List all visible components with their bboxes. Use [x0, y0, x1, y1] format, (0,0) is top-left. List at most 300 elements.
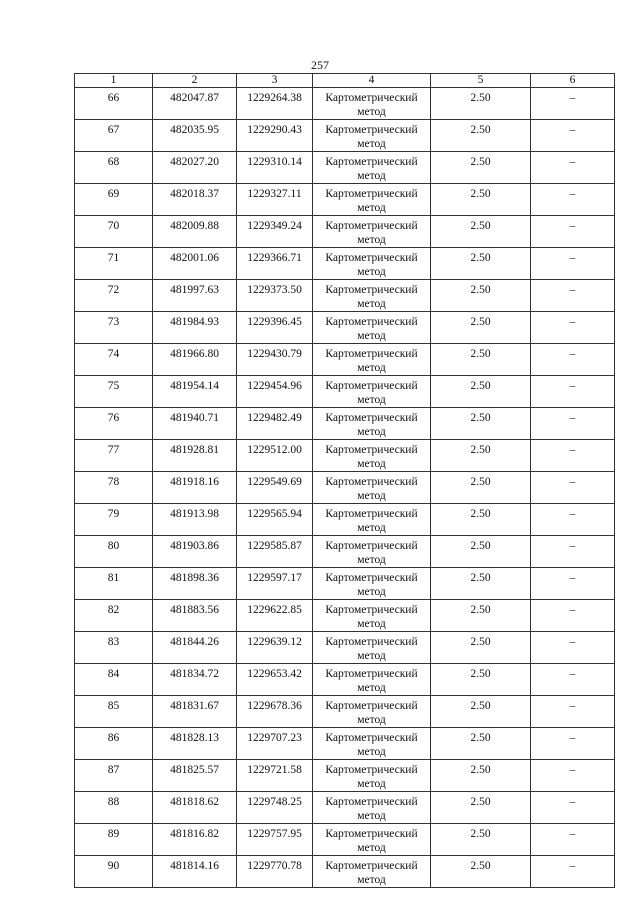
note-text: – [569, 540, 576, 552]
coord-y-text: 1229454.96 [247, 380, 302, 392]
point-number-text: 71 [107, 252, 120, 264]
cell-accuracy [431, 728, 531, 760]
coord-y-text: 1229290.43 [247, 124, 302, 136]
cell-note [531, 856, 615, 888]
coord-x-text: 482018.37 [170, 188, 219, 200]
accuracy-text: 2.50 [470, 188, 491, 200]
point-number-text: 75 [107, 380, 120, 392]
cell-point-number [75, 472, 153, 504]
cell-note [531, 568, 615, 600]
cell-method [313, 376, 431, 408]
cell-coord-y [237, 696, 313, 728]
table-row [75, 408, 615, 440]
table-row [75, 312, 615, 344]
coord-y-text: 1229653.42 [247, 668, 302, 680]
method-text: Картометрический метод [325, 92, 418, 118]
cell-method [313, 152, 431, 184]
method-text: Картометрический метод [325, 700, 418, 726]
method-text: Картометрический метод [325, 348, 418, 374]
cell-point-number [75, 152, 153, 184]
point-number-text: 90 [107, 860, 120, 872]
point-number-text: 66 [107, 92, 120, 104]
cell-coord-x [153, 280, 237, 312]
cell-coord-x [153, 760, 237, 792]
method-text: Картометрический метод [325, 380, 418, 406]
coord-x-text: 481825.57 [170, 764, 219, 776]
cell-point-number [75, 792, 153, 824]
note-text: – [569, 124, 576, 136]
cell-note [531, 280, 615, 312]
point-number-text: 89 [107, 828, 120, 840]
point-number-text: 83 [107, 636, 120, 648]
coord-y-text: 1229707.23 [247, 732, 302, 744]
cell-coord-x [153, 120, 237, 152]
cell-point-number [75, 248, 153, 280]
cell-accuracy [431, 504, 531, 536]
cell-coord-y [237, 312, 313, 344]
cell-note [531, 88, 615, 120]
cell-accuracy [431, 792, 531, 824]
coord-x-text: 481928.81 [170, 444, 219, 456]
column-header: 5 [431, 74, 531, 88]
cell-accuracy [431, 664, 531, 696]
cell-method [313, 280, 431, 312]
accuracy-text: 2.50 [470, 540, 491, 552]
cell-accuracy [431, 280, 531, 312]
method-text: Картометрический метод [325, 284, 418, 310]
coord-x-text: 481883.56 [170, 604, 219, 616]
cell-point-number [75, 760, 153, 792]
cell-coord-x [153, 696, 237, 728]
cell-note [531, 600, 615, 632]
cell-coord-x [153, 632, 237, 664]
cell-coord-y [237, 856, 313, 888]
cell-accuracy [431, 856, 531, 888]
cell-coord-y [237, 440, 313, 472]
point-number-text: 79 [107, 508, 120, 520]
cell-note [531, 632, 615, 664]
cell-point-number [75, 856, 153, 888]
coord-x-text: 481844.26 [170, 636, 219, 648]
cell-coord-y [237, 376, 313, 408]
cell-accuracy [431, 760, 531, 792]
method-text: Картометрический метод [325, 540, 418, 566]
cell-coord-x [153, 504, 237, 536]
cell-point-number [75, 696, 153, 728]
coord-x-text: 481984.93 [170, 316, 219, 328]
cell-coord-x [153, 856, 237, 888]
coord-y-text: 1229264.38 [247, 92, 302, 104]
cell-method [313, 600, 431, 632]
point-number-text: 86 [107, 732, 120, 744]
accuracy-text: 2.50 [470, 252, 491, 264]
point-number-text: 69 [107, 188, 120, 200]
cell-coord-y [237, 248, 313, 280]
cell-accuracy [431, 632, 531, 664]
cell-point-number [75, 408, 153, 440]
cell-method [313, 248, 431, 280]
coord-x-text: 481814.16 [170, 860, 219, 872]
table-row [75, 376, 615, 408]
cell-note [531, 152, 615, 184]
coord-x-text: 481828.13 [170, 732, 219, 744]
method-text: Картометрический метод [325, 156, 418, 182]
cell-method [313, 760, 431, 792]
cell-coord-x [153, 792, 237, 824]
method-text: Картометрический метод [325, 188, 418, 214]
coord-y-text: 1229482.49 [247, 412, 302, 424]
note-text: – [569, 572, 576, 584]
coord-x-text: 482035.95 [170, 124, 219, 136]
note-text: – [569, 732, 576, 744]
note-text: – [569, 508, 576, 520]
point-number-text: 80 [107, 540, 120, 552]
point-number-text: 77 [107, 444, 120, 456]
point-number-text: 78 [107, 476, 120, 488]
cell-coord-y [237, 824, 313, 856]
note-text: – [569, 252, 576, 264]
cell-accuracy [431, 184, 531, 216]
cell-point-number [75, 280, 153, 312]
method-text: Картометрический метод [325, 732, 418, 758]
cell-coord-x [153, 472, 237, 504]
cell-accuracy [431, 344, 531, 376]
point-number-text: 68 [107, 156, 120, 168]
cell-method [313, 536, 431, 568]
table-row [75, 504, 615, 536]
note-text: – [569, 188, 576, 200]
note-text: – [569, 604, 576, 616]
cell-point-number [75, 216, 153, 248]
cell-coord-y [237, 408, 313, 440]
method-text: Картометрический метод [325, 252, 418, 278]
method-text: Картометрический метод [325, 796, 418, 822]
cell-accuracy [431, 312, 531, 344]
cell-point-number [75, 664, 153, 696]
cell-coord-y [237, 152, 313, 184]
note-text: – [569, 92, 576, 104]
coord-y-text: 1229622.85 [247, 604, 302, 616]
note-text: – [569, 220, 576, 232]
coord-y-text: 1229396.45 [247, 316, 302, 328]
table-row [75, 280, 615, 312]
coord-x-text: 481913.98 [170, 508, 219, 520]
cell-point-number [75, 120, 153, 152]
table-row [75, 792, 615, 824]
note-text: – [569, 668, 576, 680]
cell-coord-x [153, 728, 237, 760]
cell-note [531, 312, 615, 344]
table-row [75, 536, 615, 568]
table-row [75, 856, 615, 888]
note-text: – [569, 636, 576, 648]
cell-coord-y [237, 632, 313, 664]
cell-coord-x [153, 184, 237, 216]
method-text: Картометрический метод [325, 444, 418, 470]
coord-y-text: 1229757.95 [247, 828, 302, 840]
accuracy-text: 2.50 [470, 508, 491, 520]
cell-note [531, 216, 615, 248]
cell-point-number [75, 504, 153, 536]
note-text: – [569, 380, 576, 392]
point-number-text: 82 [107, 604, 120, 616]
table-row [75, 120, 615, 152]
note-text: – [569, 156, 576, 168]
note-text: – [569, 796, 576, 808]
cell-coord-y [237, 664, 313, 696]
coord-y-text: 1229349.24 [247, 220, 302, 232]
accuracy-text: 2.50 [470, 316, 491, 328]
cell-accuracy [431, 248, 531, 280]
cell-method [313, 408, 431, 440]
coord-x-text: 481898.36 [170, 572, 219, 584]
cell-accuracy [431, 696, 531, 728]
accuracy-text: 2.50 [470, 380, 491, 392]
coord-x-text: 481940.71 [170, 412, 219, 424]
accuracy-text: 2.50 [470, 444, 491, 456]
point-number-text: 76 [107, 412, 120, 424]
cell-coord-x [153, 248, 237, 280]
method-text: Картометрический метод [325, 860, 418, 886]
coord-y-text: 1229310.14 [247, 156, 302, 168]
coord-x-text: 481966.80 [170, 348, 219, 360]
cell-method [313, 504, 431, 536]
cell-method [313, 184, 431, 216]
note-text: – [569, 476, 576, 488]
coord-y-text: 1229597.17 [247, 572, 302, 584]
accuracy-text: 2.50 [470, 92, 491, 104]
table-row [75, 824, 615, 856]
cell-method [313, 664, 431, 696]
cell-method [313, 344, 431, 376]
coord-x-text: 482047.87 [170, 92, 219, 104]
method-text: Картометрический метод [325, 604, 418, 630]
accuracy-text: 2.50 [470, 796, 491, 808]
cell-method [313, 696, 431, 728]
cell-accuracy [431, 824, 531, 856]
cell-coord-y [237, 472, 313, 504]
accuracy-text: 2.50 [470, 732, 491, 744]
coordinates-table [74, 73, 615, 888]
accuracy-text: 2.50 [470, 284, 491, 296]
cell-coord-x [153, 376, 237, 408]
cell-point-number [75, 376, 153, 408]
cell-coord-y [237, 760, 313, 792]
cell-method [313, 824, 431, 856]
cell-method [313, 440, 431, 472]
coord-x-text: 481997.63 [170, 284, 219, 296]
method-text: Картометрический метод [325, 476, 418, 502]
cell-accuracy [431, 472, 531, 504]
table-row [75, 88, 615, 120]
cell-accuracy [431, 152, 531, 184]
cell-coord-y [237, 344, 313, 376]
method-text: Картометрический метод [325, 764, 418, 790]
header-row [75, 74, 615, 88]
table-row [75, 344, 615, 376]
accuracy-text: 2.50 [470, 220, 491, 232]
note-text: – [569, 444, 576, 456]
method-text: Картометрический метод [325, 220, 418, 246]
cell-point-number [75, 184, 153, 216]
cell-coord-y [237, 536, 313, 568]
coord-x-text: 482009.88 [170, 220, 219, 232]
table-row [75, 472, 615, 504]
accuracy-text: 2.50 [470, 604, 491, 616]
cell-coord-x [153, 440, 237, 472]
coord-y-text: 1229327.11 [247, 188, 302, 200]
cell-coord-x [153, 312, 237, 344]
point-number-text: 73 [107, 316, 120, 328]
note-text: – [569, 316, 576, 328]
cell-note [531, 728, 615, 760]
accuracy-text: 2.50 [470, 156, 491, 168]
cell-coord-y [237, 504, 313, 536]
coord-y-text: 1229512.00 [247, 444, 302, 456]
cell-coord-x [153, 664, 237, 696]
accuracy-text: 2.50 [470, 348, 491, 360]
point-number-text: 87 [107, 764, 120, 776]
table-row [75, 664, 615, 696]
point-number-text: 81 [107, 572, 120, 584]
coord-x-text: 482027.20 [170, 156, 219, 168]
point-number-text: 74 [107, 348, 120, 360]
cell-coord-x [153, 152, 237, 184]
cell-coord-y [237, 728, 313, 760]
accuracy-text: 2.50 [470, 412, 491, 424]
cell-point-number [75, 568, 153, 600]
cell-method [313, 632, 431, 664]
cell-note [531, 376, 615, 408]
table-row [75, 760, 615, 792]
cell-coord-x [153, 344, 237, 376]
coord-x-text: 481903.86 [170, 540, 219, 552]
cell-method [313, 88, 431, 120]
cell-accuracy [431, 88, 531, 120]
coord-y-text: 1229748.25 [247, 796, 302, 808]
column-header: 1 [75, 74, 153, 88]
cell-note [531, 664, 615, 696]
cell-method [313, 728, 431, 760]
cell-coord-x [153, 536, 237, 568]
cell-point-number [75, 824, 153, 856]
point-number-text: 72 [107, 284, 120, 296]
point-number-text: 67 [107, 124, 120, 136]
coord-y-text: 1229430.79 [247, 348, 302, 360]
cell-accuracy [431, 376, 531, 408]
cell-accuracy [431, 408, 531, 440]
accuracy-text: 2.50 [470, 476, 491, 488]
cell-note [531, 408, 615, 440]
cell-note [531, 120, 615, 152]
coord-x-text: 481818.62 [170, 796, 219, 808]
cell-note [531, 760, 615, 792]
table-body [75, 88, 615, 888]
cell-method [313, 472, 431, 504]
note-text: – [569, 860, 576, 872]
accuracy-text: 2.50 [470, 124, 491, 136]
page-number: 257 [311, 58, 329, 72]
accuracy-text: 2.50 [470, 828, 491, 840]
cell-note [531, 184, 615, 216]
cell-accuracy [431, 536, 531, 568]
accuracy-text: 2.50 [470, 668, 491, 680]
cell-note [531, 248, 615, 280]
cell-coord-y [237, 600, 313, 632]
coord-y-text: 1229565.94 [247, 508, 302, 520]
method-text: Картометрический метод [325, 572, 418, 598]
coord-x-text: 481831.67 [170, 700, 219, 712]
note-text: – [569, 348, 576, 360]
accuracy-text: 2.50 [470, 572, 491, 584]
cell-coord-x [153, 568, 237, 600]
point-number-text: 70 [107, 220, 120, 232]
table-row [75, 728, 615, 760]
cell-coord-x [153, 408, 237, 440]
note-text: – [569, 828, 576, 840]
cell-method [313, 120, 431, 152]
note-text: – [569, 764, 576, 776]
cell-coord-y [237, 120, 313, 152]
cell-coord-y [237, 88, 313, 120]
column-header: 4 [313, 74, 431, 88]
cell-coord-y [237, 216, 313, 248]
cell-point-number [75, 88, 153, 120]
coord-y-text: 1229585.87 [247, 540, 302, 552]
table-row [75, 696, 615, 728]
cell-accuracy [431, 568, 531, 600]
coord-y-text: 1229366.71 [247, 252, 302, 264]
cell-note [531, 344, 615, 376]
table-row [75, 632, 615, 664]
column-header: 3 [237, 74, 313, 88]
cell-coord-x [153, 216, 237, 248]
method-text: Картометрический метод [325, 668, 418, 694]
cell-note [531, 824, 615, 856]
cell-note [531, 696, 615, 728]
cell-accuracy [431, 440, 531, 472]
cell-note [531, 504, 615, 536]
cell-coord-x [153, 88, 237, 120]
cell-method [313, 856, 431, 888]
note-text: – [569, 412, 576, 424]
note-text: – [569, 700, 576, 712]
accuracy-text: 2.50 [470, 764, 491, 776]
coord-x-text: 481816.82 [170, 828, 219, 840]
coord-y-text: 1229770.78 [247, 860, 302, 872]
coord-x-text: 482001.06 [170, 252, 219, 264]
table-row [75, 440, 615, 472]
table-row [75, 568, 615, 600]
cell-coord-x [153, 824, 237, 856]
table-row [75, 600, 615, 632]
cell-method [313, 792, 431, 824]
point-number-text: 85 [107, 700, 120, 712]
cell-point-number [75, 632, 153, 664]
table-row [75, 216, 615, 248]
cell-point-number [75, 600, 153, 632]
cell-coord-y [237, 280, 313, 312]
cell-method [313, 312, 431, 344]
cell-point-number [75, 312, 153, 344]
column-header: 6 [531, 74, 615, 88]
cell-note [531, 536, 615, 568]
coord-y-text: 1229721.58 [247, 764, 302, 776]
method-text: Картометрический метод [325, 828, 418, 854]
method-text: Картометрический метод [325, 508, 418, 534]
cell-note [531, 472, 615, 504]
method-text: Картометрический метод [325, 316, 418, 342]
